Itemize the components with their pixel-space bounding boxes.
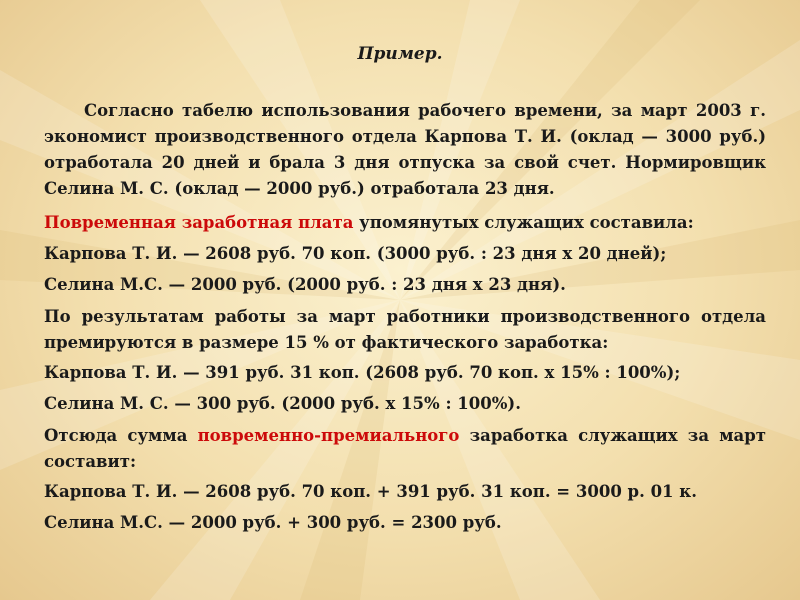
- time-wage-rest: упомянутых служащих составила:: [353, 213, 694, 232]
- total-intro-highlight: повременно-премиального: [197, 426, 460, 445]
- intro-paragraph: Согласно табелю использования рабочего времени, за март 2003 г. экономист производственного отдела Карпова Т. И. (оклад — 3000 руб.) отработала 20 дней и брала 3 дня отпуска за свой счет. Нормировщик Селина М. С. (оклад — 2000 руб.) отработала 23 дня.: [44, 101, 766, 198]
- selina-bonus-line: Селина М. С. — 300 руб. (2000 руб. х 15% : 100%).: [44, 394, 521, 413]
- karpova-bonus-line: Карпова Т. И. — 391 руб. 31 коп. (2608 руб. 70 коп. х 15% : 100%);: [44, 363, 681, 382]
- time-wage-line: [44, 210, 766, 236]
- total-intro-after: заработка служащих за март составит:: [44, 426, 766, 471]
- slide-title: Пример.: [357, 44, 443, 64]
- karpova-total-line: Карпова Т. И. — 2608 руб. 70 коп. + 391 руб. 31 коп. = 3000 р. 01 к.: [44, 482, 697, 501]
- karpova-wage-line: Карпова Т. И. — 2608 руб. 70 коп. (3000 руб. : 23 дня х 20 дней);: [44, 244, 667, 263]
- selina-total-line: Селина М.С. — 2000 руб. + 300 руб. = 2300 руб.: [44, 513, 502, 532]
- total-intro-paragraph: [44, 423, 766, 475]
- selina-wage-line: Селина М.С. — 2000 руб. (2000 руб. : 23 дня х 23 дня).: [44, 275, 566, 294]
- total-intro-before: Отсюда сумма: [44, 426, 198, 445]
- time-wage-highlight: Повременная заработная плата: [44, 213, 354, 232]
- bonus-intro-paragraph: По результатам работы за март работники производственного отдела премируются в размере 15 % от фактического заработка:: [44, 307, 766, 352]
